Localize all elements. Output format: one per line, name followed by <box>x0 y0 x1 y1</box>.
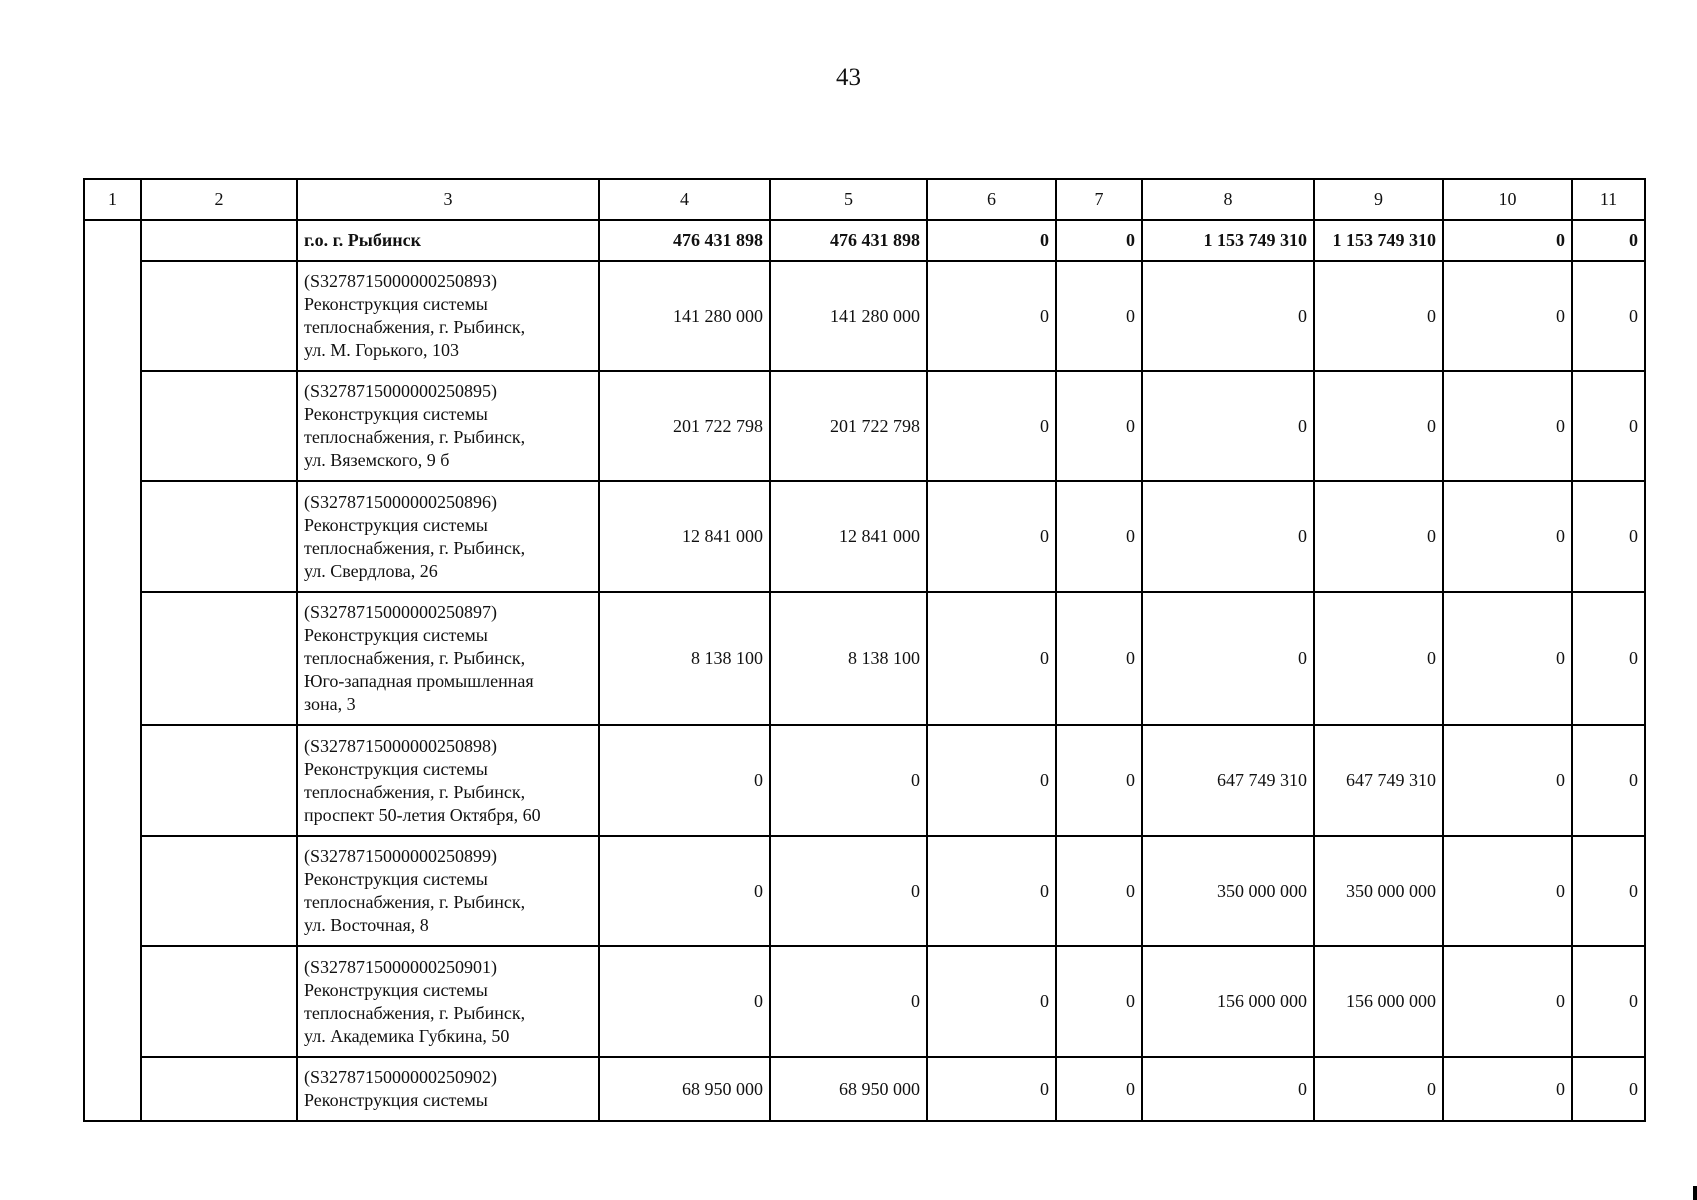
value-cell: 201 722 798 <box>599 371 770 481</box>
value-cell: 647 749 310 <box>1142 725 1314 836</box>
value-cell: 0 <box>1572 481 1645 592</box>
value-cell: 0 <box>1443 481 1572 592</box>
project-text-line: теплоснабжения, г. Рыбинск, <box>304 427 526 447</box>
table-row <box>84 1057 1645 1121</box>
total-value: 1 153 749 310 <box>1142 220 1314 261</box>
project-description <box>297 946 599 1057</box>
project-description <box>297 725 599 836</box>
total-value: 0 <box>1443 220 1572 261</box>
project-text-line: Юго-западная промышленная <box>304 671 534 691</box>
project-text-line: Реконструкция системы <box>304 1090 488 1110</box>
value-cell: 0 <box>1572 1057 1645 1121</box>
value-cell: 0 <box>770 946 927 1057</box>
project-code: (S3278715000000250901) <box>304 956 497 977</box>
value-cell: 0 <box>1056 836 1142 946</box>
value-cell: 0 <box>1142 371 1314 481</box>
value-cell: 0 <box>927 946 1056 1057</box>
column-header: 1 <box>84 179 141 220</box>
project-text-line: Реконструкция системы <box>304 294 488 314</box>
merged-cell-col1 <box>84 220 141 1121</box>
project-text-line: теплоснабжения, г. Рыбинск, <box>304 892 526 912</box>
total-value: 1 153 749 310 <box>1314 220 1443 261</box>
table-row <box>84 725 1645 836</box>
project-text-line: ул. Вяземского, 9 б <box>304 450 450 470</box>
project-description <box>297 261 599 371</box>
value-cell: 0 <box>1056 1057 1142 1121</box>
scan-edge-mark <box>1693 1186 1697 1200</box>
project-text-line: ул. Академика Губкина, 50 <box>304 1025 510 1046</box>
project-text-line: Реконструкция системы <box>304 758 488 779</box>
value-cell: 0 <box>1056 371 1142 481</box>
column-header: 9 <box>1314 179 1443 220</box>
empty-cell-col2 <box>141 371 297 481</box>
total-value: 476 431 898 <box>770 220 927 261</box>
total-value: 0 <box>927 220 1056 261</box>
empty-cell-col2 <box>141 836 297 946</box>
table-row <box>84 946 1645 1057</box>
value-cell: 0 <box>1142 261 1314 371</box>
project-code: (S3278715000000250897) <box>304 602 497 622</box>
table-row <box>84 836 1645 946</box>
column-header: 11 <box>1572 179 1645 220</box>
empty-cell-col2 <box>141 725 297 836</box>
value-cell: 141 280 000 <box>770 261 927 371</box>
value-cell: 0 <box>1443 371 1572 481</box>
value-cell: 0 <box>1443 592 1572 725</box>
value-cell: 141 280 000 <box>599 261 770 371</box>
value-cell: 0 <box>1056 725 1142 836</box>
column-header: 3 <box>297 179 599 220</box>
value-cell: 0 <box>1443 946 1572 1057</box>
value-cell: 68 950 000 <box>599 1057 770 1121</box>
value-cell: 201 722 798 <box>770 371 927 481</box>
project-code: (S327871500000025089З) <box>304 271 498 291</box>
project-code: (S3278715000000250902) <box>304 1067 497 1087</box>
value-cell: 0 <box>927 725 1056 836</box>
total-row <box>84 220 1645 261</box>
value-cell: 0 <box>1572 946 1645 1057</box>
project-text-line: ул. М. Горького, 103 <box>304 340 459 360</box>
project-text-line: Реконструкция системы <box>304 404 488 424</box>
project-text-line: проспект 50-летия Октября, 60 <box>304 804 541 825</box>
project-code: (S3278715000000250898) <box>304 735 497 756</box>
project-description <box>297 592 599 725</box>
project-text-line: Реконструкция системы <box>304 979 488 1000</box>
total-value: 0 <box>1056 220 1142 261</box>
project-text-line: теплоснабжения, г. Рыбинск, <box>304 1002 526 1023</box>
column-header: 2 <box>141 179 297 220</box>
empty-cell-col2 <box>141 592 297 725</box>
project-text-line: теплоснабжения, г. Рыбинск, <box>304 317 526 337</box>
value-cell: 0 <box>770 836 927 946</box>
value-cell: 0 <box>927 592 1056 725</box>
value-cell: 0 <box>1142 1057 1314 1121</box>
table-row <box>84 261 1645 371</box>
value-cell: 0 <box>1056 946 1142 1057</box>
project-text-line: зона, 3 <box>304 694 356 714</box>
value-cell: 0 <box>1572 371 1645 481</box>
value-cell: 68 950 000 <box>770 1057 927 1121</box>
project-text-line: Реконструкция системы <box>304 625 488 645</box>
budget-table <box>83 178 1646 1122</box>
value-cell: 0 <box>927 371 1056 481</box>
value-cell: 0 <box>927 836 1056 946</box>
column-header: 7 <box>1056 179 1142 220</box>
value-cell: 0 <box>1142 481 1314 592</box>
value-cell: 12 841 000 <box>770 481 927 592</box>
value-cell: 12 841 000 <box>599 481 770 592</box>
empty-cell-col2 <box>141 481 297 592</box>
value-cell: 8 138 100 <box>770 592 927 725</box>
value-cell: 0 <box>599 946 770 1057</box>
project-text-line: ул. Свердлова, 26 <box>304 560 438 581</box>
empty-cell-col2 <box>141 220 297 261</box>
value-cell: 350 000 000 <box>1314 836 1443 946</box>
empty-cell-col2 <box>141 1057 297 1121</box>
value-cell: 647 749 310 <box>1314 725 1443 836</box>
value-cell: 0 <box>1056 481 1142 592</box>
project-text-line: Реконструкция системы <box>304 869 488 889</box>
value-cell: 0 <box>1443 836 1572 946</box>
project-text-line: теплоснабжения, г. Рыбинск, <box>304 648 526 668</box>
value-cell: 0 <box>1314 371 1443 481</box>
project-text-line: Реконструкция системы <box>304 514 488 535</box>
value-cell: 0 <box>1314 481 1443 592</box>
project-description <box>297 1057 599 1121</box>
column-header: 10 <box>1443 179 1572 220</box>
column-number-row <box>84 179 1645 220</box>
total-value: 476 431 898 <box>599 220 770 261</box>
value-cell: 0 <box>1142 592 1314 725</box>
value-cell: 0 <box>770 725 927 836</box>
value-cell: 0 <box>1056 261 1142 371</box>
value-cell: 0 <box>1443 725 1572 836</box>
value-cell: 156 000 000 <box>1314 946 1443 1057</box>
value-cell: 0 <box>927 481 1056 592</box>
empty-cell-col2 <box>141 261 297 371</box>
value-cell: 0 <box>1572 261 1645 371</box>
total-label: г.о. г. Рыбинск <box>297 220 599 261</box>
empty-cell-col2 <box>141 946 297 1057</box>
project-code: (S3278715000000250896) <box>304 491 497 512</box>
column-header: 5 <box>770 179 927 220</box>
value-cell: 0 <box>927 261 1056 371</box>
project-code: (S3278715000000250895) <box>304 381 497 401</box>
column-header: 8 <box>1142 179 1314 220</box>
value-cell: 350 000 000 <box>1142 836 1314 946</box>
project-text-line: ул. Восточная, 8 <box>304 915 429 935</box>
value-cell: 0 <box>1314 261 1443 371</box>
value-cell: 0 <box>1572 592 1645 725</box>
value-cell: 0 <box>599 836 770 946</box>
value-cell: 0 <box>927 1057 1056 1121</box>
project-description <box>297 481 599 592</box>
total-value: 0 <box>1572 220 1645 261</box>
project-description <box>297 371 599 481</box>
table-row <box>84 481 1645 592</box>
value-cell: 8 138 100 <box>599 592 770 725</box>
page-number: 43 <box>836 64 861 91</box>
value-cell: 0 <box>1314 592 1443 725</box>
column-header: 6 <box>927 179 1056 220</box>
value-cell: 0 <box>1443 261 1572 371</box>
value-cell: 0 <box>1056 592 1142 725</box>
value-cell: 156 000 000 <box>1142 946 1314 1057</box>
table-row <box>84 371 1645 481</box>
value-cell: 0 <box>599 725 770 836</box>
value-cell: 0 <box>1314 1057 1443 1121</box>
project-text-line: теплоснабжения, г. Рыбинск, <box>304 537 526 558</box>
table-row <box>84 592 1645 725</box>
project-code: (S3278715000000250899) <box>304 846 497 866</box>
value-cell: 0 <box>1572 836 1645 946</box>
project-text-line: теплоснабжения, г. Рыбинск, <box>304 781 526 802</box>
value-cell: 0 <box>1443 1057 1572 1121</box>
value-cell: 0 <box>1572 725 1645 836</box>
project-description <box>297 836 599 946</box>
column-header: 4 <box>599 179 770 220</box>
